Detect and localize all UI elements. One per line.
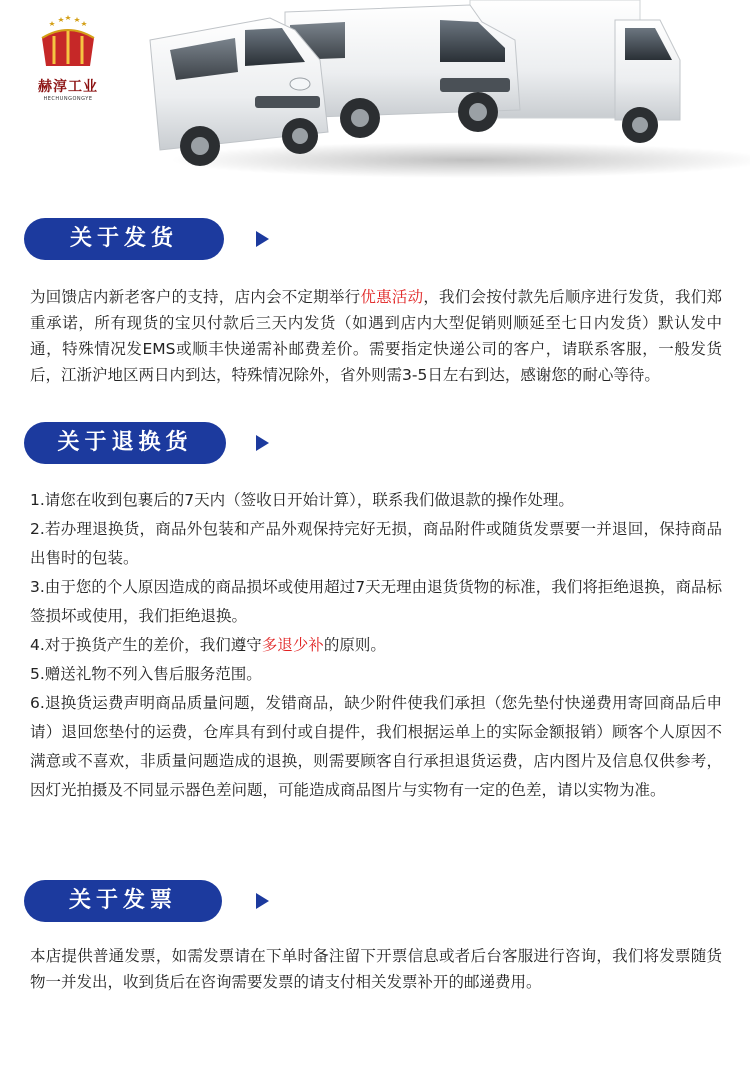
list-item: 3.由于您的个人原因造成的商品损坏或使用超过7天无理由退货货物的标准，我们将拒绝退换，商品标签损坏或使用，我们拒绝退换。	[30, 578, 722, 625]
vehicles-illustration	[0, 0, 750, 190]
promo-highlight: 优惠活动	[360, 288, 424, 306]
crown-shield-icon	[28, 14, 108, 74]
shipping-text: 为回馈店内新老客户的支持，店内会不定期举行优惠活动，我们会按付款先后顺序进行发货，我们郑重承诺，所有现货的宝贝付款后三天内发货（如遇到店内大型促销则顺延至七日内发货）默认发中通，特殊情况发EMS或顺丰快递需补邮费差价。需要指定快递公司的客户，请联系客服，一般发货后，江浙沪地区两日内到达，特殊情况除外，省外则需3-5日左右到达，感谢您的耐心等待。	[30, 288, 722, 384]
arrow-right-icon	[256, 231, 269, 247]
returns-list	[30, 486, 722, 805]
invoice-header	[24, 880, 284, 922]
returns-title: 关于退换货	[24, 422, 226, 464]
list-item: 5.赠送礼物不列入售后服务范围。	[30, 665, 262, 683]
shipping-title: 关于发货	[24, 218, 224, 260]
list-item: 1.请您在收到包裹后的7天内（签收日开始计算），联系我们做退款的操作处理。	[30, 491, 574, 509]
hero-banner	[0, 0, 750, 190]
list-item: 2.若办理退换货，商品外包装和产品外观保持完好无损，商品附件或随货发票要一并退回，保持商品出售时的包装。	[30, 520, 722, 567]
list-item: 6.退换货运费声明商品质量问题，发错商品，缺少附件使我们承担（您先垫付快递费用寄回商品后申请）退回您垫付的运费，仓库具有到付或自提件，我们根据运单上的实际金额报销）顾客个人原因不满意或不喜欢，非质量问题造成的退换，则需要顾客自行承担退货运费，店内图片及信息仅供参考，因灯光拍摄及不同显示器色差问题，可能造成商品图片与实物有一定的色差，请以实物为准。	[30, 694, 722, 799]
returns-header	[24, 422, 284, 464]
invoice-title: 关于发票	[24, 880, 222, 922]
arrow-right-icon	[256, 435, 269, 451]
arrow-right-icon	[256, 893, 269, 909]
refund-highlight: 多退少补	[261, 636, 324, 654]
shipping-header	[24, 218, 284, 260]
list-item: 4.对于换货产生的差价，我们遵守多退少补的原则。	[30, 636, 386, 654]
van-small	[150, 18, 328, 166]
brand-name-en: HECHUNGONGYE	[43, 96, 93, 102]
brand-name: 赫淳工业	[38, 79, 98, 95]
brand-logo	[28, 14, 108, 104]
invoice-text: 本店提供普通发票，如需发票请在下单时备注留下开票信息或者后台客服进行咨询，我们将发票随货物一并发出，收到货后在咨询需要发票的请支付相关发票补开的邮递费用。	[30, 947, 722, 991]
